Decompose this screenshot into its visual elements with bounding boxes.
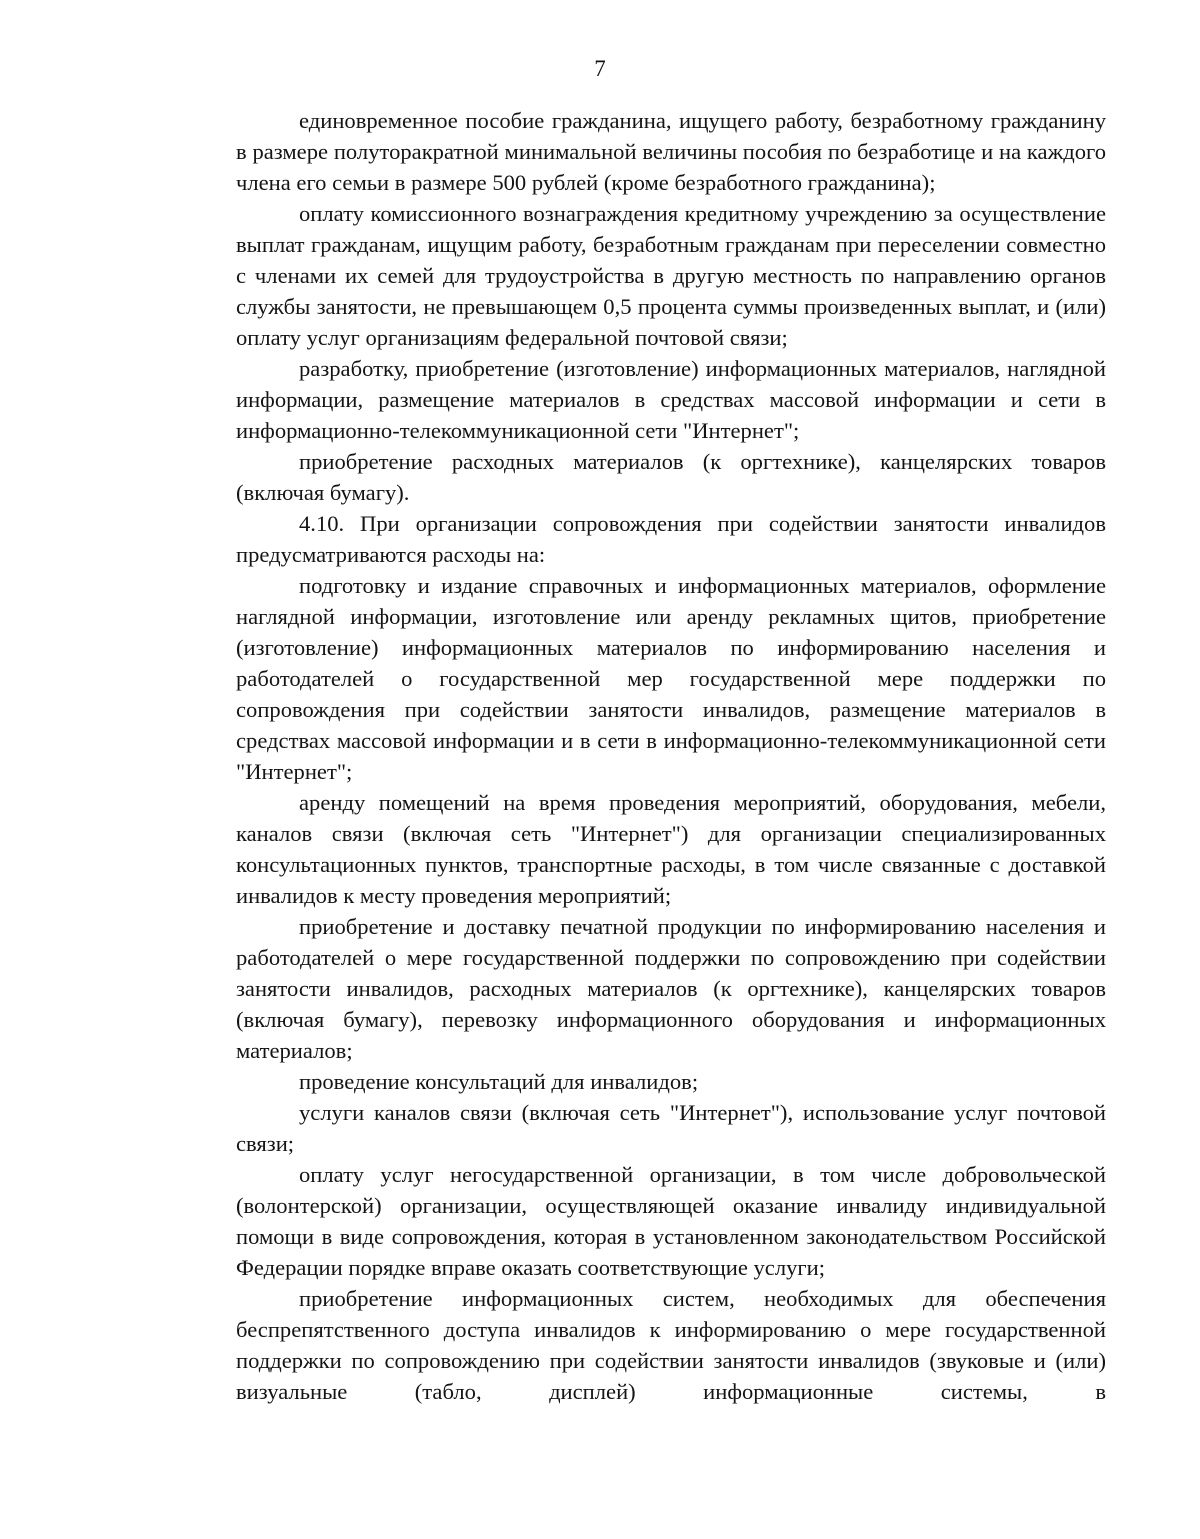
paragraph-communication-services: услуги каналов связи (включая сеть "Интернет"), использование услуг почтовой связи; [236, 1100, 1106, 1156]
paragraph-commission-fee: оплату комиссионного вознаграждения кредитному учреждению за осуществление выплат гражданам, ищущим работу, безработным гражданам при переселении совместно с членами их семей для трудоустройства в другую местность по направлению органов службы занятости, не превышающем 0,5 процента суммы произведенных выплат, и (или) оплату услуг организациям федеральной почтовой связи; [236, 201, 1106, 350]
document-body [236, 105, 1106, 1407]
paragraph-consultations: проведение консультаций для инвалидов; [299, 1069, 699, 1094]
page-number: 7 [594, 56, 606, 81]
paragraph-information-systems: приобретение информационных систем, необходимых для обеспечения беспрепятственного доступа инвалидов к информированию о мере государственной поддержки по сопровождению при содействии занятости инвалидов (звуковые и (или) визуальные (табло, дисплей) информационные системы, в [236, 1286, 1106, 1404]
paragraph-premises-rental: аренду помещений на время проведения мероприятий, оборудования, мебели, каналов связи (включая сеть "Интернет") для организации специализированных консультационных пунктов, транспортные расходы, в том числе связанные с доставкой инвалидов к месту проведения мероприятий; [236, 790, 1106, 908]
paragraph-reference-materials: подготовку и издание справочных и информационных материалов, оформление наглядной информации, изготовление или аренду рекламных щитов, приобретение (изготовление) информационных материалов по информированию населения и работодателей о государственной мер государственной мере поддержки по сопровождения при содействии занятости инвалидов, размещение материалов в средствах массовой информации и в сети в информационно-телекоммуникационной сети "Интернет"; [236, 573, 1106, 784]
paragraph-info-materials: разработку, приобретение (изготовление) информационных материалов, наглядной информации, размещение материалов в средствах массовой информации и сети в информационно-телекоммуникационной сети "Интернет"; [236, 356, 1106, 443]
paragraph-unemployment-benefit: единовременное пособие гражданина, ищущего работу, безработному гражданину в размере полуторакратной минимальной величины пособия по безработице и на каждого члена его семьи в размере 500 рублей (кроме безработного гражданина); [236, 108, 1106, 195]
paragraph-consumables: приобретение расходных материалов (к оргтехнике), канцелярских товаров (включая бумагу). [236, 449, 1106, 505]
paragraph-ngo-services: оплату услуг негосударственной организации, в том числе добровольческой (волонтерской) организации, осуществляющей оказание инвалиду индивидуальной помощи в виде сопровождения, которая в установленном законодательством Российской Федерации порядке вправе оказать соответствующие услуги; [236, 1162, 1106, 1280]
paragraph-printed-products: приобретение и доставку печатной продукции по информированию населения и работодателей о мере государственной поддержки по сопровождению при содействии занятости инвалидов, расходных материалов (к оргтехнике), канцелярских товаров (включая бумагу), перевозку информационного оборудования и информационных материалов; [236, 914, 1106, 1063]
paragraph-section-4-10: 4.10. При организации сопровождения при содействии занятости инвалидов предусматриваются расходы на: [236, 511, 1106, 567]
